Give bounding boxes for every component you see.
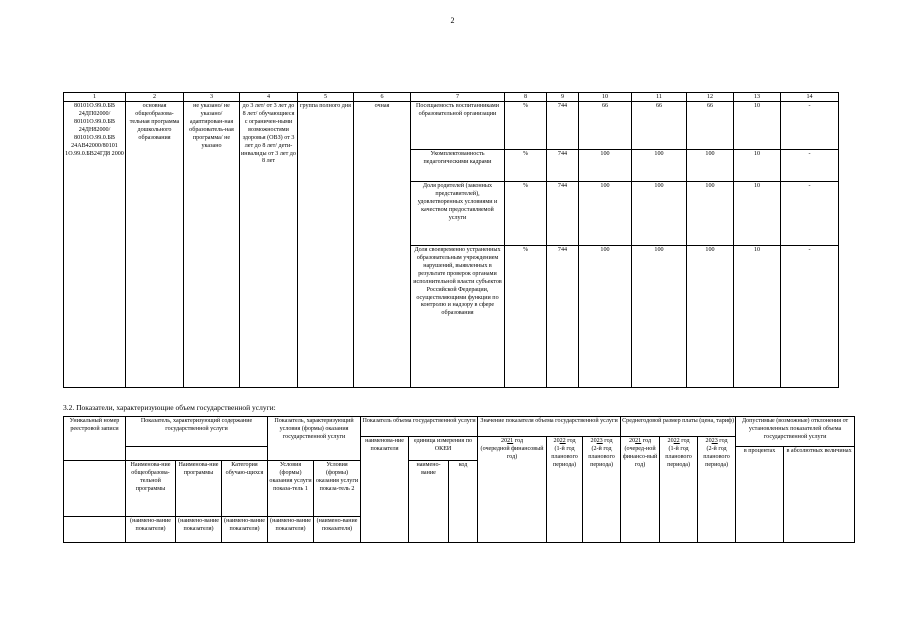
header-registry-number: Уникальный номер реестровой записи: [64, 417, 126, 461]
deviation-percent: 10: [734, 182, 781, 246]
col-number: 4: [240, 93, 298, 102]
indicator-name: Укомплектованность педагогическими кадрами: [411, 150, 505, 182]
header-program: Наименова-ние программы: [176, 461, 222, 517]
header-condition-indicator: Показатель, характеризующий условия (формы) оказания государственной услуги: [268, 417, 361, 461]
section-title: 3.2. Показатели, характеризующие объем государственной услуги:: [63, 403, 276, 412]
header-unit-code: код: [449, 461, 478, 543]
indicator-code: 744: [547, 246, 579, 388]
indicator-unit: %: [505, 182, 547, 246]
col-number: 1: [64, 93, 126, 102]
header-volume-value: Значение показателя объема государственной услуги: [478, 417, 621, 437]
subheader-indicator-name: (наимено-вание показателя): [314, 517, 361, 543]
content-indicator-1: основная общеобразова-тельная программа дошкольного образования: [126, 102, 184, 388]
indicator-code: 744: [547, 102, 579, 150]
condition-indicator-2: очная: [354, 102, 411, 388]
indicator-unit: %: [505, 150, 547, 182]
indicator-value-1: 100: [579, 246, 632, 388]
col-number: 10: [579, 93, 632, 102]
content-indicator-2: не указано/ не указано/ адаптирован-ная образователь-ная программа/ не указано: [184, 102, 240, 388]
header-price-year-2: 2022 год (1-й год планового периода): [660, 437, 698, 543]
indicator-code: 744: [547, 150, 579, 182]
header-condition-2: Условия (формы) оказания услуги показа-тель 2: [314, 461, 361, 517]
deviation-absolute: -: [781, 246, 839, 388]
subheader-indicator-name: (наимено-вание показателя): [126, 517, 176, 543]
header-unit-okei: единица измерения по ОКЕИ: [409, 437, 478, 461]
deviation-absolute: -: [781, 182, 839, 246]
indicator-name: Доля родителей (законных представителей), удовлетворенных условиями и качеством предоставляемой услуги: [411, 182, 505, 246]
indicator-value-2: 100: [632, 246, 687, 388]
indicator-name: Посещаемость воспитанниками образовательной организации: [411, 102, 505, 150]
indicator-code: 744: [547, 182, 579, 246]
header-year-2: 2022 год (1-й год планового периода): [547, 437, 583, 543]
header-price-year-3: 2023 год (2-й год планового периода): [698, 437, 736, 543]
header-year-1: 2021 год (очередной финансовый год): [478, 437, 547, 543]
indicator-name: Доля своевременно устраненных образовательным учреждением нарушений, выявленных в результате проверок органами исполнительной власти субъектов Российской Федерации, осуществляющими функции по контролю и надзору в сфере образования: [411, 246, 505, 388]
col-number: 8: [505, 93, 547, 102]
deviation-percent: 10: [734, 246, 781, 388]
indicator-value-1: 100: [579, 150, 632, 182]
indicator-unit: %: [505, 102, 547, 150]
deviation-absolute: -: [781, 150, 839, 182]
header-content-indicator: Показатель, характеризующий содержание государственной услуги: [126, 417, 268, 447]
col-number: 12: [687, 93, 734, 102]
col-number: 6: [354, 93, 411, 102]
deviation-absolute: -: [781, 102, 839, 150]
page-number: 2: [450, 16, 455, 25]
col-number: 9: [547, 93, 579, 102]
header-price-year-1: 2021 год (очеред-ной финансо-вый год): [621, 437, 660, 543]
volume-indicators-table: [63, 416, 855, 543]
indicator-value-3: 100: [687, 150, 734, 182]
header-condition-1: Условия (формы) оказания услуги показа-тель 1: [268, 461, 314, 517]
col-number: 11: [632, 93, 687, 102]
col-number: 3: [184, 93, 240, 102]
header-allowed-deviation: Допустимые (возможные) отклонения от установленных показателей объема государственной услуги: [736, 417, 855, 447]
indicator-value-3: 100: [687, 246, 734, 388]
indicator-value-2: 100: [632, 182, 687, 246]
deviation-percent: 10: [734, 102, 781, 150]
content-indicator-3: до 3 лет/ от 3 лет до 8 лет/ обучающиеся с ограничен-ными возможностями здоровья (ОВЗ) от 3 лет до 8 лет/ дети-инвалиды от 3 лет до 8 лет: [240, 102, 298, 388]
col-number: 14: [781, 93, 839, 102]
column-numbers-row: [64, 93, 839, 102]
subheader-indicator-name: (наимено-вание показателя): [176, 517, 222, 543]
col-number: 7: [411, 93, 505, 102]
subheader-indicator-name: (наимено-вание показателя): [268, 517, 314, 543]
header-unit-name: наимено-вание: [409, 461, 449, 543]
col-number: 13: [734, 93, 781, 102]
indicator-value-2: 100: [632, 150, 687, 182]
header-year-3: 2023 год (2-й год планового периода): [583, 437, 621, 543]
condition-indicator-1: группа полного дня: [298, 102, 354, 388]
header-student-category: Категория обучаю-щихся: [222, 461, 268, 517]
header-volume-indicator: Показатель объема государственной услуги: [361, 417, 478, 437]
indicator-value-1: 100: [579, 182, 632, 246]
indicator-unit: %: [505, 246, 547, 388]
indicator-value-3: 100: [687, 182, 734, 246]
header-in-absolute: в абсолютных величинах: [784, 447, 855, 543]
header-program-name: Наименова-ние общеобразова-тельной программы: [126, 461, 176, 517]
indicator-value-3: 66: [687, 102, 734, 150]
registry-number: 80101О.99.0.БВ 24ДП02000/ 80101О.99.0.БВ 24ДН82000/ 80101О.99.0.БВ 24АВ42000/80101 1О.99.0.БВ24ГД8 2000: [64, 102, 126, 388]
header-in-percent: в процентах: [736, 447, 784, 543]
header-average-price: Среднегодовой размер платы (цена, тариф): [621, 417, 736, 437]
col-number: 5: [298, 93, 354, 102]
subheader-indicator-name: (наимено-вание показателя): [222, 517, 268, 543]
indicator-value-1: 66: [579, 102, 632, 150]
quality-indicators-table: [63, 92, 839, 388]
deviation-percent: 10: [734, 150, 781, 182]
col-number: 2: [126, 93, 184, 102]
header-indicator-name: наименова-ние показателя: [361, 437, 409, 543]
table-row: [64, 102, 839, 150]
indicator-value-2: 66: [632, 102, 687, 150]
